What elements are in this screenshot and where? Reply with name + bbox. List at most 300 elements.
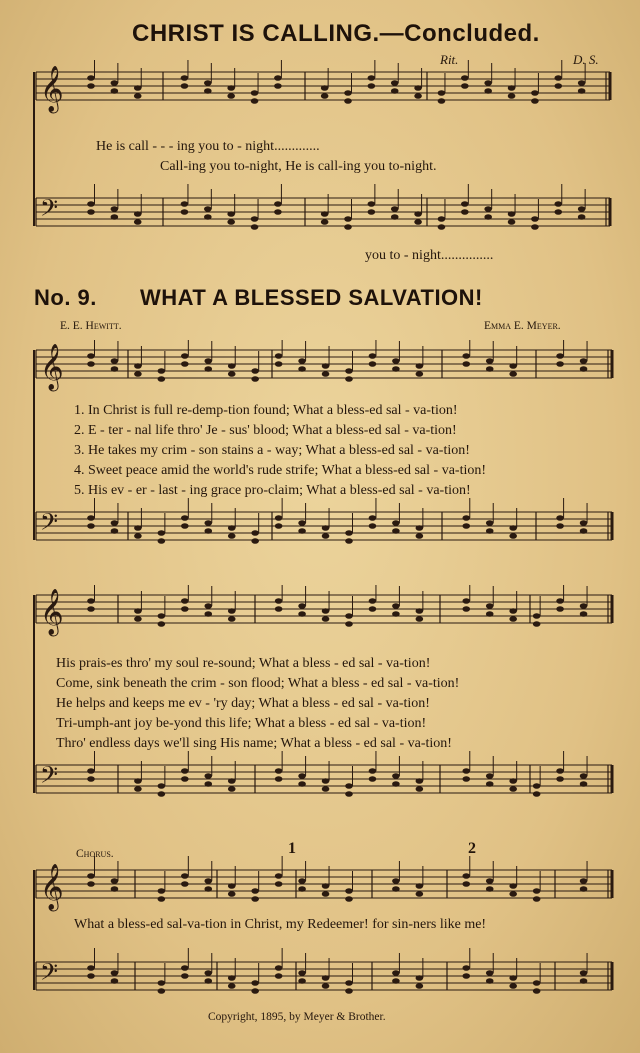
note-head <box>392 528 400 534</box>
note-head <box>298 970 306 976</box>
bass-clef-icon: 𝄢 <box>40 194 59 227</box>
note-head <box>345 783 353 789</box>
note-head <box>181 598 189 604</box>
note-head <box>134 608 142 614</box>
note-head <box>251 224 259 230</box>
note-head <box>486 611 494 617</box>
note-head <box>251 376 259 382</box>
note-head <box>87 353 95 359</box>
note-head <box>227 219 235 225</box>
note-head <box>438 216 446 222</box>
note-head <box>275 598 283 604</box>
note-head <box>416 778 424 784</box>
note-head <box>414 211 422 217</box>
note-head <box>87 515 95 521</box>
note-head <box>228 525 236 531</box>
note-head <box>509 371 517 377</box>
note-head <box>111 520 119 526</box>
note-head <box>228 975 236 981</box>
note-head <box>322 786 330 792</box>
note-head <box>134 85 142 91</box>
note-head <box>578 88 586 94</box>
hymn-number: No. 9. <box>34 285 97 310</box>
note-head <box>87 75 95 81</box>
note-head <box>509 883 517 889</box>
note-head <box>181 965 189 971</box>
note-head <box>508 93 516 99</box>
bass-clef-icon: 𝄢 <box>40 761 59 794</box>
note-head <box>298 528 306 534</box>
note-head <box>462 768 470 774</box>
note-head <box>251 980 259 986</box>
note-head <box>274 75 282 81</box>
note-head <box>531 216 539 222</box>
note-head <box>298 358 306 364</box>
note-head <box>556 598 564 604</box>
second-ending-number: 2 <box>468 840 476 857</box>
note-head <box>322 778 330 784</box>
note-head <box>228 533 236 539</box>
note-head <box>462 353 470 359</box>
note-head <box>228 608 236 614</box>
note-head <box>580 970 588 976</box>
note-head <box>368 209 376 215</box>
note-head <box>181 75 189 81</box>
note-head <box>462 973 470 979</box>
note-head <box>204 878 212 884</box>
note-head <box>461 209 469 215</box>
note-head <box>251 896 259 902</box>
note-head <box>181 768 189 774</box>
note-head <box>111 978 119 984</box>
note-head <box>298 520 306 526</box>
note-head <box>274 201 282 207</box>
note-head <box>204 80 212 86</box>
note-head <box>158 783 166 789</box>
note-head <box>111 206 119 212</box>
note-head <box>204 603 212 609</box>
note-head <box>251 98 259 104</box>
note-head <box>181 873 189 879</box>
note-head <box>391 214 399 220</box>
note-head <box>275 353 283 359</box>
note-head <box>111 214 119 220</box>
note-head <box>580 520 588 526</box>
note-head <box>181 523 189 529</box>
note-head <box>416 608 424 614</box>
note-head <box>368 75 376 81</box>
note-head <box>111 886 119 892</box>
note-head <box>580 366 588 372</box>
note-head <box>416 616 424 622</box>
note-head <box>321 85 329 91</box>
note-head <box>580 886 588 892</box>
note-head <box>228 778 236 784</box>
note-head <box>533 988 541 994</box>
note-head <box>322 891 330 897</box>
dal-segno-mark: D. S. <box>573 52 599 67</box>
note-head <box>486 358 494 364</box>
note-head <box>344 224 352 230</box>
note-head <box>87 606 95 612</box>
note-head <box>368 201 376 207</box>
note-head <box>484 206 492 212</box>
note-head <box>345 613 353 619</box>
note-head <box>87 881 95 887</box>
note-head <box>462 881 470 887</box>
note-head <box>486 366 494 372</box>
note-head <box>87 83 95 89</box>
note-head <box>275 973 283 979</box>
note-head <box>508 211 516 217</box>
note-head <box>509 608 517 614</box>
note-head <box>438 90 446 96</box>
bass-clef-icon: 𝄢 <box>40 508 59 541</box>
note-head <box>462 361 470 367</box>
note-head <box>134 533 142 539</box>
note-head <box>509 786 517 792</box>
note-head <box>228 983 236 989</box>
note-head <box>414 93 422 99</box>
note-head <box>181 606 189 612</box>
note-head <box>134 219 142 225</box>
note-head <box>251 216 259 222</box>
note-head <box>392 878 400 884</box>
note-head <box>228 371 236 377</box>
note-head <box>345 896 353 902</box>
note-head <box>580 978 588 984</box>
note-head <box>533 980 541 986</box>
chorus-lyric: What a bless-ed sal-va-tion in Christ, my Redeemer! for sin-ners like me! <box>74 917 487 932</box>
note-head <box>580 528 588 534</box>
note-head <box>251 530 259 536</box>
verse-line: Come, sink beneath the crim - son flood; What a bless - ed sal - va-tion! <box>56 676 460 691</box>
note-head <box>298 366 306 372</box>
note-head <box>369 515 377 521</box>
note-head <box>228 786 236 792</box>
note-head <box>486 886 494 892</box>
note-head <box>556 768 564 774</box>
note-head <box>462 523 470 529</box>
note-head <box>87 973 95 979</box>
note-head <box>204 358 212 364</box>
note-head <box>204 88 212 94</box>
note-head <box>578 214 586 220</box>
note-head <box>556 361 564 367</box>
note-head <box>134 778 142 784</box>
note-head <box>158 621 166 627</box>
lyric-line: you to - night............... <box>365 248 494 263</box>
note-head <box>134 363 142 369</box>
note-head <box>344 98 352 104</box>
note-head <box>580 603 588 609</box>
note-head <box>227 85 235 91</box>
note-head <box>274 83 282 89</box>
note-head <box>392 611 400 617</box>
note-head <box>321 219 329 225</box>
note-head <box>204 781 212 787</box>
verse-line: 4. Sweet peace amid the world's rude strife; What a bless-ed sal - va-tion! <box>74 463 487 478</box>
note-head <box>580 781 588 787</box>
note-head <box>204 611 212 617</box>
music-author: Emma E. Meyer. <box>484 320 561 332</box>
note-head <box>369 353 377 359</box>
note-head <box>369 361 377 367</box>
note-head <box>181 361 189 367</box>
note-head <box>345 538 353 544</box>
note-head <box>87 523 95 529</box>
note-head <box>322 371 330 377</box>
note-head <box>438 98 446 104</box>
verse-line: Thro' endless days we'll sing His name; What a bless - ed sal - va-tion! <box>56 736 452 751</box>
verse-line: 5. His ev - er - last - ing grace pro-claim; What a bless-ed sal - va-tion! <box>74 483 471 498</box>
note-head <box>368 83 376 89</box>
note-head <box>322 616 330 622</box>
note-head <box>462 873 470 879</box>
note-head <box>369 523 377 529</box>
note-head <box>486 520 494 526</box>
note-head <box>486 603 494 609</box>
note-head <box>392 366 400 372</box>
note-head <box>533 896 541 902</box>
note-head <box>554 201 562 207</box>
note-head <box>322 525 330 531</box>
note-head <box>580 358 588 364</box>
note-head <box>556 353 564 359</box>
note-head <box>87 361 95 367</box>
note-head <box>181 83 189 89</box>
note-head <box>134 371 142 377</box>
note-head <box>461 75 469 81</box>
note-head <box>508 85 516 91</box>
note-head <box>204 886 212 892</box>
note-head <box>484 88 492 94</box>
note-head <box>438 224 446 230</box>
note-head <box>369 776 377 782</box>
note-head <box>416 525 424 531</box>
note-head <box>392 358 400 364</box>
lyric-line: He is call - - - ing you to - night............. <box>96 139 320 154</box>
note-head <box>298 603 306 609</box>
note-head <box>87 209 95 215</box>
note-head <box>87 598 95 604</box>
note-head <box>158 613 166 619</box>
note-head <box>111 528 119 534</box>
note-head <box>274 209 282 215</box>
note-head <box>578 206 586 212</box>
note-head <box>462 965 470 971</box>
treble-clef-icon: 𝄞 <box>40 344 64 390</box>
note-head <box>251 368 259 374</box>
lyric-line: Call-ing you to-night, He is call-ing you to-night. <box>160 159 437 174</box>
note-head <box>533 613 541 619</box>
note-head <box>227 211 235 217</box>
note-head <box>204 214 212 220</box>
note-head <box>158 791 166 797</box>
note-head <box>322 608 330 614</box>
staff-system-4 <box>0 840 640 1030</box>
note-head <box>556 515 564 521</box>
note-head <box>554 75 562 81</box>
note-head <box>204 366 212 372</box>
note-head <box>111 358 119 364</box>
note-head <box>228 363 236 369</box>
note-head <box>181 776 189 782</box>
note-head <box>158 888 166 894</box>
note-head <box>158 530 166 536</box>
note-head <box>275 873 283 879</box>
note-head <box>462 776 470 782</box>
note-head <box>87 768 95 774</box>
note-head <box>275 606 283 612</box>
note-head <box>391 80 399 86</box>
note-head <box>321 93 329 99</box>
note-head <box>275 776 283 782</box>
note-head <box>486 970 494 976</box>
note-head <box>345 621 353 627</box>
note-head <box>531 224 539 230</box>
note-head <box>392 603 400 609</box>
note-head <box>227 93 235 99</box>
verse-line: His prais-es thro' my soul re-sound; What a bless - ed sal - va-tion! <box>56 656 431 671</box>
note-head <box>275 523 283 529</box>
note-head <box>580 773 588 779</box>
note-head <box>392 978 400 984</box>
note-head <box>204 978 212 984</box>
note-head <box>204 970 212 976</box>
note-head <box>509 778 517 784</box>
note-head <box>322 975 330 981</box>
note-head <box>414 219 422 225</box>
song-title-concluded: CHRIST IS CALLING.—Concluded. <box>132 20 540 47</box>
words-author: E. E. Hewitt. <box>60 320 122 332</box>
note-head <box>484 214 492 220</box>
note-head <box>556 606 564 612</box>
note-head <box>345 368 353 374</box>
note-head <box>462 606 470 612</box>
note-head <box>392 520 400 526</box>
note-head <box>392 773 400 779</box>
note-head <box>251 90 259 96</box>
note-head <box>531 90 539 96</box>
note-head <box>556 776 564 782</box>
treble-clef-icon: 𝄞 <box>40 864 64 910</box>
note-head <box>369 768 377 774</box>
note-head <box>134 93 142 99</box>
note-head <box>416 786 424 792</box>
note-head <box>298 878 306 884</box>
verse-line: 2. E - ter - nal life thro' Je - sus' blood; What a bless-ed sal - va-tion! <box>74 423 457 438</box>
note-head <box>298 781 306 787</box>
note-head <box>322 533 330 539</box>
note-head <box>484 80 492 86</box>
note-head <box>158 376 166 382</box>
note-head <box>322 883 330 889</box>
note-head <box>158 538 166 544</box>
note-head <box>111 878 119 884</box>
verse-line: He helps and keeps me ev - 'ry day; What a bless - ed sal - va-tion! <box>56 696 430 711</box>
note-head <box>345 530 353 536</box>
first-ending-number: 1 <box>288 840 296 857</box>
note-head <box>580 878 588 884</box>
note-head <box>322 363 330 369</box>
treble-clef-icon: 𝄞 <box>40 589 64 635</box>
note-head <box>322 983 330 989</box>
note-head <box>158 896 166 902</box>
note-head <box>392 970 400 976</box>
verse-line: 1. In Christ is full re-demp-tion found; What a bless-ed sal - va-tion! <box>74 403 458 418</box>
note-head <box>556 523 564 529</box>
note-head <box>204 773 212 779</box>
note-head <box>275 881 283 887</box>
note-head <box>533 791 541 797</box>
note-head <box>486 878 494 884</box>
note-head <box>298 978 306 984</box>
note-head <box>111 80 119 86</box>
note-head <box>462 515 470 521</box>
note-head <box>345 376 353 382</box>
note-head <box>533 621 541 627</box>
note-head <box>345 980 353 986</box>
note-head <box>158 980 166 986</box>
note-head <box>321 211 329 217</box>
note-head <box>486 528 494 534</box>
note-head <box>228 616 236 622</box>
note-head <box>158 368 166 374</box>
note-head <box>509 525 517 531</box>
note-head <box>416 363 424 369</box>
note-head <box>344 90 352 96</box>
note-head <box>416 533 424 539</box>
note-head <box>298 773 306 779</box>
note-head <box>486 781 494 787</box>
ritardando-mark: Rit. <box>440 52 459 67</box>
note-head <box>416 975 424 981</box>
note-head <box>158 988 166 994</box>
note-head <box>87 776 95 782</box>
note-head <box>509 533 517 539</box>
note-head <box>554 209 562 215</box>
note-head <box>533 888 541 894</box>
note-head <box>181 201 189 207</box>
note-head <box>486 978 494 984</box>
note-head <box>298 611 306 617</box>
note-head <box>531 98 539 104</box>
note-head <box>416 371 424 377</box>
note-head <box>275 361 283 367</box>
note-head <box>509 975 517 981</box>
note-head <box>369 606 377 612</box>
note-head <box>391 206 399 212</box>
note-head <box>345 791 353 797</box>
note-head <box>509 983 517 989</box>
note-head <box>414 85 422 91</box>
note-head <box>181 209 189 215</box>
treble-clef-icon: 𝄞 <box>40 66 64 112</box>
note-head <box>181 353 189 359</box>
note-head <box>462 598 470 604</box>
note-head <box>554 83 562 89</box>
note-head <box>416 883 424 889</box>
note-head <box>204 206 212 212</box>
note-head <box>204 528 212 534</box>
note-head <box>461 201 469 207</box>
note-head <box>344 216 352 222</box>
verse-line: 3. He takes my crim - son stains a - way; What a bless-ed sal - va-tion! <box>74 443 470 458</box>
note-head <box>461 83 469 89</box>
note-head <box>111 970 119 976</box>
note-head <box>181 515 189 521</box>
